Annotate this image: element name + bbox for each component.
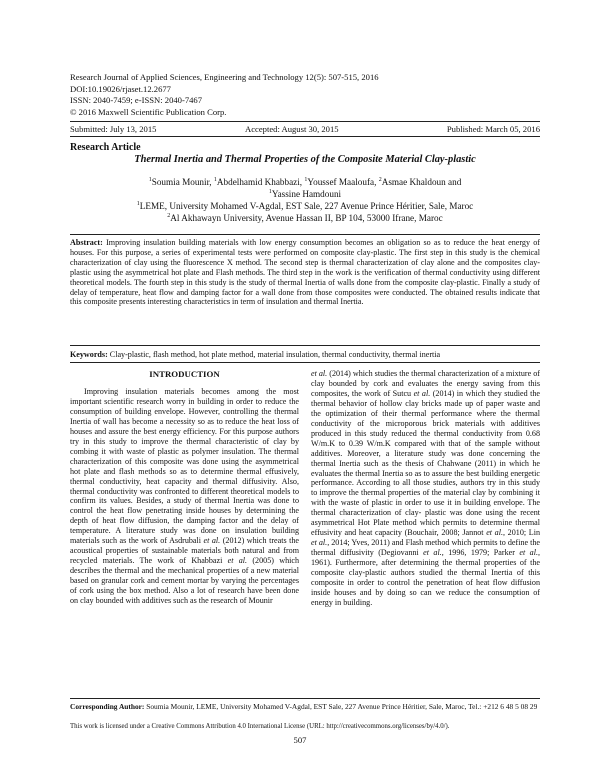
keywords-text: Clay-plastic, flash method, hot plate method, material insulation, thermal conductivity, thermal inertia bbox=[109, 350, 441, 359]
journal-header bbox=[70, 72, 540, 118]
author-list bbox=[70, 177, 540, 200]
published-date: Published: March 05, 2016 bbox=[446, 124, 540, 134]
affiliation-2: $^2$Al Akhawayn University, Avenue Hassan II, BP 104, 53000 Ifrane, Maroc bbox=[167, 212, 443, 223]
article-type: Research Article bbox=[70, 142, 141, 153]
body-column-left bbox=[70, 369, 299, 606]
affiliations bbox=[70, 201, 540, 224]
paper-title: Thermal Inertia and Thermal Properties of the Composite Material Clay-plastic bbox=[134, 154, 476, 165]
keywords-rule bbox=[70, 362, 540, 363]
header-rule-bottom bbox=[70, 136, 540, 137]
author-entry: $^1$Abdelhamid Khabbazi, bbox=[213, 176, 305, 187]
affiliation-1: $^1$LEME, University Mohamed V-Agdal, EST Sale, 227 Avenue Prince Héritier, Sale, Maroc bbox=[136, 200, 474, 211]
author-entry: $^1$Soumia Mounir, bbox=[148, 176, 214, 187]
abstract-rule-top bbox=[70, 234, 540, 235]
intro-paragraph-continued: et al. (2014) which studies the thermal characterization of a mixture of clay bounded by cork and evaluates the energy saving from this composites, the work of Sutcu et al. (2014) in which they studied the thermal behavior of hollow clay bricks made up of paper waste and the optimization of their thermal performance where the thermal conductivity of the microporous brick materials with additives produced in this study reduced the thermal conductivity from 0.68 W/m.K to 0.39 W/m.K compared with that of the sample without additives. Moreover, a literature study was done concerning the thermal Inertia such as the thesis of Chahwane (2011) in which he evaluates the thermal Inertia so as to assure the best building energetic performance. According to all those studies, authors try in this study to improve the thermal properties of the material clay by combining it with the waste of plastic in order to use it in building envelope. The thermal characterization of clay- plastic was done using the recent asymmetrical Hot Plate method which permits to determine thermal effusivity and heat capacity (Bouchair, 2008; Jannot et al., 2010; Lin et al., 2014; Yves, 2011) and Flash method which permits to define the thermal diffusivity (Degiovanni et al., 1996, 1979; Parker et al., 1961). Furthermore, after determining the thermal properties of the composite clay-plastic authors studied the thermal Inertia of this composite in order to control the penetration of heat flow diffusion inside houses and by doing so can we reduce the consumption of energy in building. bbox=[311, 369, 541, 607]
intro-paragraph: Improving insulation materials becomes among the most important scientific research worry in building in order to reduce the consumption of building envelope. However, controlling the thermal Inertia of wall has become a necessity so as to reduce the heat loss of houses and assure the best energy efficiency. For this purpose authors try in this study to improve the thermal characteristic of clay by combing it with waste of plastic as polymer insulation. The thermal characterization of this composite was done using the asymmetrical hot plate and flash methods so as to determine thermal effusively, thermal conductivity, heat capacity and thermal diffusivity. Also, thermal conductivity was confronted to different theoretical models to confirm its values. Besides, a study of thermal Inertia was done to control the heat flow penetrating inside houses by determining the depth of heat flow diffusion, the damping factor and the delay of temperature. A literature study was done on insulation building materials such as the work of Asdrubali et al. (2012) which treats the acoustical properties of sustainable materials both natural and from recycled materials. The work of Khabbazi et al. (2005) which describes the thermal and the mechanical properties of a new material based on granular cork and cement mortar by varying the percentages of cork using the box method. Also a lot of research have been done on clay bounded with additives such as the research of Mounir bbox=[70, 387, 300, 606]
keywords bbox=[70, 350, 540, 360]
corresponding-label: Corresponding Author: bbox=[70, 702, 145, 711]
accepted-date: Accepted: August 30, 2015 bbox=[245, 124, 339, 134]
abstract bbox=[70, 238, 540, 307]
section-heading-introduction: INTRODUCTION bbox=[149, 369, 220, 379]
abstract-label: Abstract: bbox=[70, 238, 103, 247]
journal-copyright: © 2016 Maxwell Scientific Publication Corp. bbox=[70, 106, 227, 117]
corresponding-author bbox=[70, 702, 540, 711]
author-entry: $^1$Yassine Hamdouni bbox=[268, 188, 342, 199]
author-entry: $^2$Asmae Khaldoun and bbox=[378, 176, 462, 187]
page-number: 507 bbox=[293, 735, 307, 745]
corresponding-text: Soumia Mounir, LEME, University Mohamed V-Agdal, EST Sale, 227 Avenue Prince Héritier, Sale, Maroc, Tel.: +212 6 48 5 08 29 bbox=[144, 702, 538, 711]
journal-citation: Research Journal of Applied Sciences, Engineering and Technology 12(5): 507-515, 2016 bbox=[70, 72, 379, 82]
body-column-right bbox=[311, 369, 540, 608]
keywords-label: Keywords: bbox=[70, 350, 108, 359]
license-note: This work is licensed under a Creative Commons Attribution 4.0 International License (URL: http://creativecommons.org/licenses/by/4.0/). bbox=[70, 723, 450, 730]
header-rule-top bbox=[70, 121, 540, 122]
abstract-text: Improving insulation building materials with low energy consumption becomes an obligation so as to reduce the heat energy of houses. For this purpose, a series of experimental tests were performed on composite clay-plastic. The first step in this study is the chemical characterization of clay using the fluorescence X method. The second step is thermal characterization of clay alone and the composites clay-plastic using the asymmetrical hot plate and Flash methods. The third step in the work is the verification of thermal conductivity using different theoretical models. The fourth step in this study is the study of thermal Inertia of walls done from the composite clay-plastic. Finally a study of delay of temperature, heat flow and damping factor for a wall done from those composites were conducted. The obtained results indicate that this composite presents interesting characteristics in term of insulation and thermal Inertia. bbox=[70, 238, 540, 307]
footer-rule bbox=[70, 698, 540, 699]
submitted-date: Submitted: July 13, 2015 bbox=[70, 124, 157, 134]
abstract-rule-bottom bbox=[70, 345, 540, 346]
journal-doi: DOI:10.19026/rjaset.12.2677 bbox=[70, 83, 171, 94]
author-entry: $^1$Youssef Maaloufa, bbox=[304, 176, 379, 187]
journal-issn: ISSN: 2040-7459; e-ISSN: 2040-7467 bbox=[70, 95, 203, 106]
